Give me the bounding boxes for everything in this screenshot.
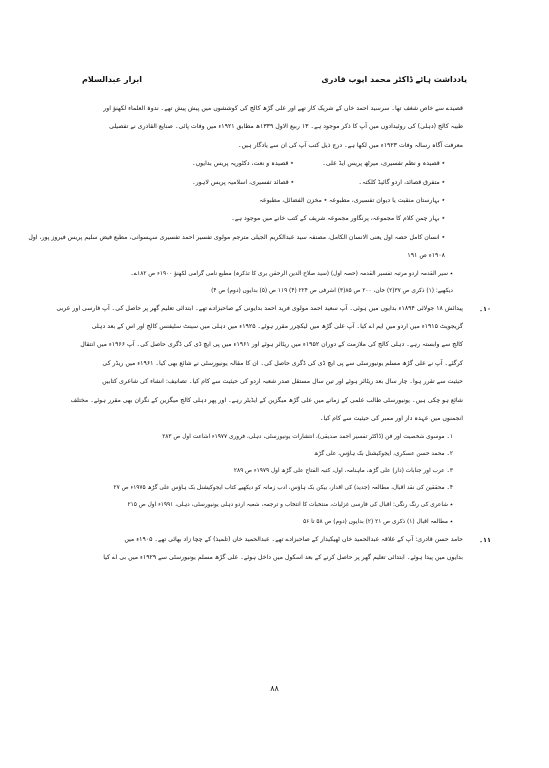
bullet-item: ٭ قصائد تفسیری، اسلامیہ پریس لاہور۔ [192, 178, 294, 186]
text-line: ٭ بہار چمن کلام کا مجموعہ، پرنگاور مجموعہ شریف کے کتب خانے میں موجود ہے۔ [231, 215, 445, 223]
bullet-item: ٭ قصیدہ و نعت، دکٹوریہ پریس بدایوں۔ [192, 160, 294, 168]
text-line: ۱۹۰۸ء ص ۱۹۱ [407, 252, 445, 260]
entry-number: ۱۰۔ [479, 304, 491, 313]
reference-line: ٭ شاعری کی رنگ رنگی: اقبال کی فارسی غزلیات، منتخبات کا انتخاب و ترجمہ، شعبہ اردو دہلی یونیورسٹی، دہلی، ۱۹۹۱ء اول ص ۲۱۵ [127, 501, 453, 508]
text-line: معرفت آگاہ رسالہ وفات ۱۹۲۳ء میں لکھا ہے۔ درج ذیل کتب آپ کی ان سے یادگار ہیں۔ [237, 141, 463, 149]
text-line: ٭ انسان کامل حصہ اول یعنی الانسان الکامل، مصنفہ سید عبدالکریم الجیلی مترجم مولوی تفسیر احمد تفسیری سہسوانی، مطبع فیض سلیم پریس فیروز پور، اول [28, 233, 445, 241]
reference-list [82, 429, 463, 531]
running-header [82, 72, 467, 86]
entry-10 [56, 300, 491, 429]
reference-line: ۳۔ عرب اور جنابات (دار) علی گڑھ، ماہنامہ، اول، کتبہ الفتاح علی گڑھ اول ۱۹۷۹ء ص ۲۸۹ [233, 467, 453, 474]
text-line: کرگئے۔ آپ نے علی گڑھ مسلم یونیورسٹی سے پی ایچ ڈی کی ڈگری حاصل کی۔ ان کا مقالہ یونیورسٹی نے شائع بھی کیا۔ ۱۹۶۱ء میں ریڈر کی [102, 359, 463, 367]
footnote-block [82, 266, 463, 300]
page-number: ۸۸ [270, 684, 279, 693]
reference-line: ۲۔ محمد حسن عسکری، ایجوکیشنل بک ہاؤس، علی گڑھ [314, 450, 453, 457]
text-line: انجمنوں میں عہدہ دار اور ممبر کی حیثیت سے کام کیا۔ [319, 415, 463, 423]
text-line: قصیدے سے خاص شغف تھا۔ سرسید احمد خاں کے شریک کار تھے اور علی گڑھ کالج کی کوششوں میں پیش پیش تھے۔ ندوۃ العلماء لکھنؤ اور [103, 105, 463, 112]
footnote-line: دیکھیے: (۱) ذکری ص ۳۷(۲) خان، ۲۰۰ ص ۸۵(۳) اشرفی ص ۲۲۴ (۴) ۱۱۹ ص (۵) بدایوں (دوم) ص ۴) [211, 287, 453, 294]
header-left-title: ابرار عبدالسلام [82, 74, 143, 84]
paragraph-1 [82, 100, 463, 155]
text-line: پیدائش ۱۸ جولائی ۱۸۹۴ء بدایوں میں ہوئی۔ آپ سعید احمد مولوی فرید احمد بدایونی کے صاحبزادے تھے۔ ابتدائی تعلیم گھر پر حاصل کی۔ آپ فارسی اور عربی [56, 304, 463, 312]
text-line: شائع ہو چکی ہیں۔ یونیورسٹی طالب علمی کے زمانے میں علی گڑھ میگزین کے ایڈیٹر رہے۔ اور پھر دہلی کالج میگزین کے نگران بھی مقرر ہوئے۔ مختلف [70, 396, 463, 404]
text-line: ٭ بہارستان منقبت یا دیوان تفسیری، مطبوعہ ٭ مخزن الفضائل، مطبوعہ [259, 197, 445, 205]
reference-line: ۱۔ موسوی شخصیت اور فن (ڈاکٹر تفسیر احمد صدیقی)، انتشارات یونیورسٹی، دہلی، فروری ۱۹۷۷ء اشاعت اول ص ۲۸۳ [162, 433, 453, 440]
bullet-item: ٭ متفرق قصائد، اردو گائیڈ کلکتہ۔ [358, 178, 445, 186]
text-line: طیبہ کالج (دہلی) کی روئیدادوں میں آپ کا ذکر موجود ہے۔ ۱۳ ربیع الاول ۱۳۳۹ھ مطابق ۱۹۲۱ء میں وفات پائی۔ صنایع القادری نے تفصیلی [109, 123, 463, 131]
text-line: بدایوں میں پیدا ہوئے۔ ابتدائی تعلیم گھر پر حاصل کرنے کے بعد اسکول میں داخل ہوئے۔ علی گڑھ مسلم یونیورسٹی سے ۱۹۲۹ء میں بی اے کیا [103, 553, 463, 561]
text-line: حامد حسن قادری: آپ کے علاقہ عبدالحمید خاں ٹھیکیدار کے صاحبزادے تھے۔ عبدالحمید خاں (تلمیذ) کے چچا زاد بھائی تھے۔ ۱۹۰۵ء میں [124, 535, 463, 543]
paragraph-2 [28, 192, 463, 266]
bullet-row [82, 155, 463, 173]
text-line: گریجویٹ ۱۹۱۵ء میں اردو میں ایم اے کیا۔ آپ علی گڑھ میں لیکچرر مقرر ہوئے۔ ۱۹۲۵ء میں دہلی میں سینٹ سٹیفنس کالج اور اس کے بعد دہلی [91, 323, 463, 331]
text-line: کالج سے وابستہ رہے۔ دہلی کالج کی ملازمت کے دوران ۱۹۵۲ء میں ریٹائر ہوئے اور ۱۹۶۱ء میں پی ایچ ڈی کی ڈگری حاصل کی۔ آپ ۱۹۶۶ء میں انتقال [80, 341, 463, 349]
footnote-line: ٭ سیر القدمہ اردو مرتبہ تفسیر القدمہ (حصہ اول) (سید صلاح الدین الرحمٰن بری کا تذکرہ) مطبع نامی گرامی لکھنؤ ۱۹۰۰ء ص ۱۸۲ے۔ [130, 270, 453, 277]
header-right-title: یادداشت ہائے ڈاکٹر محمد ایوب قادری [321, 74, 467, 84]
bullet-list [82, 155, 463, 192]
text-line: حیثیت سے تقرر ہوا۔ چار سال بعد ریٹائر ہوئے اور تین سال مستقل صدر شعبہ اردو کی حیثیت سے کام کیا۔ تصانیف: انشاء کی شاعری کتابیں [102, 378, 463, 386]
entry-number: ۱۱۔ [479, 535, 491, 544]
reference-line: ۴۔ محققین کی نقد اقبال، مطالعہ (جدید) کی اقدار، بیکن بک ہاؤس، ادب زمانہ کو دیکھیے کتاب ایجوکیشنل بک ہاؤس علی گڑھ ۱۹۷۵ء ص ۲۷ [113, 484, 453, 491]
entry-11 [82, 531, 491, 568]
page-body [28, 100, 491, 567]
bullet-item: ٭ قصیدہ و نظم تفسیری، میرٹھ پریس ایڈ علی۔ [322, 160, 445, 168]
bullet-row [82, 174, 463, 192]
reference-line: ٭ مطالعہ اقبال (۱) ذکری ص ۲۱ (۲) بدایوں (دوم) ص ۵۸ تا ۵۶ [303, 518, 453, 525]
